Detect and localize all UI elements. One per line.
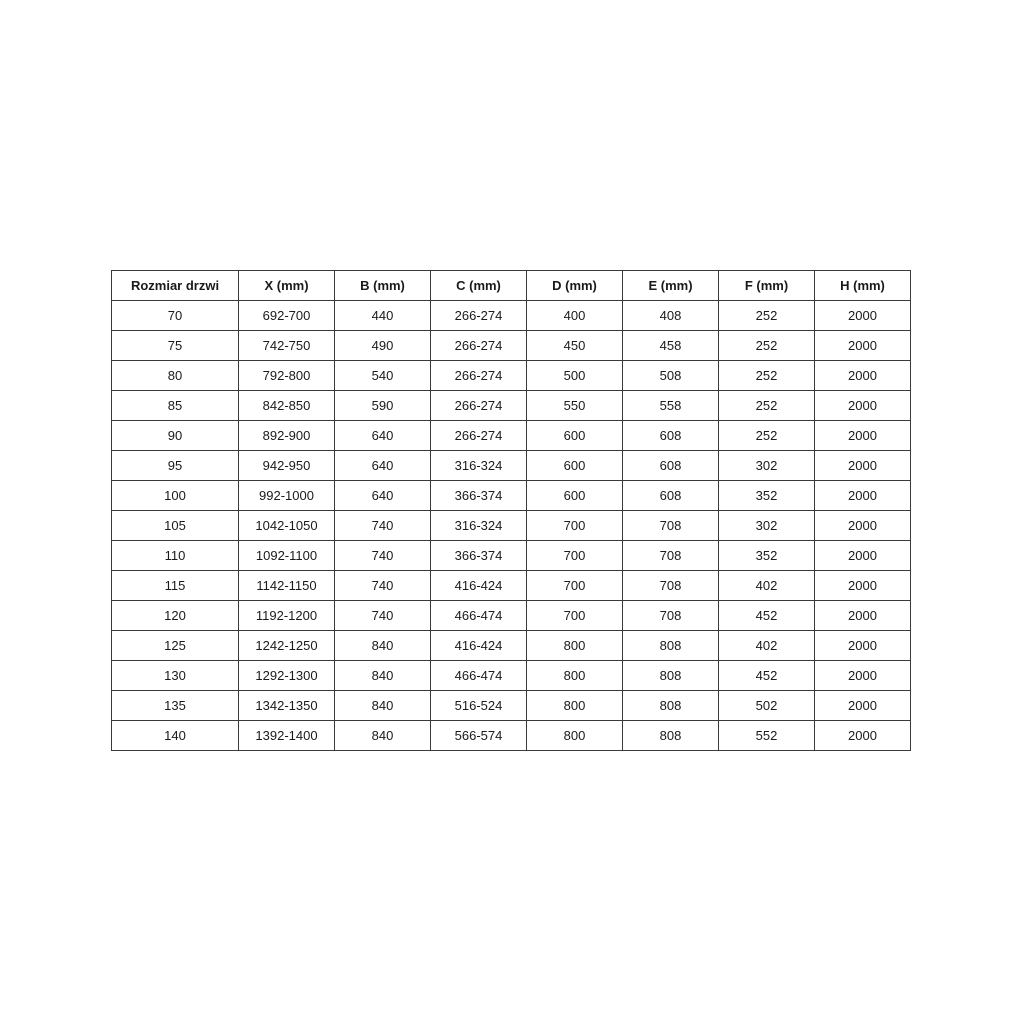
table-cell: 2000 [815, 541, 911, 571]
table-cell: 440 [335, 301, 431, 331]
table-cell: 252 [719, 421, 815, 451]
table-cell: 2000 [815, 631, 911, 661]
table-cell: 700 [527, 601, 623, 631]
column-header-f-mm: F (mm) [719, 271, 815, 301]
table-cell: 2000 [815, 361, 911, 391]
table-cell: 90 [112, 421, 239, 451]
table-cell: 800 [527, 631, 623, 661]
table-cell: 100 [112, 481, 239, 511]
table-cell: 808 [623, 721, 719, 751]
table-cell: 490 [335, 331, 431, 361]
table-cell: 800 [527, 721, 623, 751]
table-cell: 1092-1100 [239, 541, 335, 571]
table-cell: 2000 [815, 451, 911, 481]
column-header-d-mm: D (mm) [527, 271, 623, 301]
table-cell: 640 [335, 451, 431, 481]
table-cell: 550 [527, 391, 623, 421]
table-cell: 2000 [815, 421, 911, 451]
table-row [112, 301, 911, 331]
table-row [112, 691, 911, 721]
table-cell: 740 [335, 571, 431, 601]
table-row [112, 391, 911, 421]
table-cell: 466-474 [431, 601, 527, 631]
table-row [112, 421, 911, 451]
table-cell: 416-424 [431, 631, 527, 661]
table-cell: 800 [527, 661, 623, 691]
table-cell: 600 [527, 481, 623, 511]
table-cell: 1142-1150 [239, 571, 335, 601]
table-cell: 692-700 [239, 301, 335, 331]
table-cell: 85 [112, 391, 239, 421]
table-cell: 1042-1050 [239, 511, 335, 541]
table-cell: 792-800 [239, 361, 335, 391]
table-cell: 75 [112, 331, 239, 361]
table-cell: 640 [335, 421, 431, 451]
table-cell: 502 [719, 691, 815, 721]
table-cell: 135 [112, 691, 239, 721]
table-cell: 942-950 [239, 451, 335, 481]
table-cell: 2000 [815, 601, 911, 631]
table-cell: 266-274 [431, 421, 527, 451]
table-cell: 700 [527, 571, 623, 601]
column-header-b-mm: B (mm) [335, 271, 431, 301]
table-cell: 352 [719, 481, 815, 511]
table-cell: 266-274 [431, 301, 527, 331]
table-cell: 105 [112, 511, 239, 541]
table-cell: 452 [719, 661, 815, 691]
table-cell: 366-374 [431, 481, 527, 511]
table-cell: 2000 [815, 511, 911, 541]
table-cell: 892-900 [239, 421, 335, 451]
table-cell: 516-524 [431, 691, 527, 721]
table-cell: 740 [335, 511, 431, 541]
table-row [112, 361, 911, 391]
table-row [112, 541, 911, 571]
table-cell: 130 [112, 661, 239, 691]
table-cell: 400 [527, 301, 623, 331]
table-cell: 608 [623, 481, 719, 511]
table-cell: 640 [335, 481, 431, 511]
table-cell: 115 [112, 571, 239, 601]
table-cell: 408 [623, 301, 719, 331]
table-row [112, 331, 911, 361]
table-cell: 452 [719, 601, 815, 631]
table-cell: 1292-1300 [239, 661, 335, 691]
table-body [112, 301, 911, 751]
table-cell: 742-750 [239, 331, 335, 361]
table-row [112, 571, 911, 601]
table-cell: 1192-1200 [239, 601, 335, 631]
table-cell: 402 [719, 571, 815, 601]
table-cell: 808 [623, 661, 719, 691]
table-row [112, 511, 911, 541]
table-cell: 458 [623, 331, 719, 361]
table-cell: 708 [623, 541, 719, 571]
table-cell: 840 [335, 631, 431, 661]
table-cell: 1242-1250 [239, 631, 335, 661]
table-cell: 540 [335, 361, 431, 391]
table-cell: 740 [335, 541, 431, 571]
table-row [112, 631, 911, 661]
table-row [112, 481, 911, 511]
table-cell: 2000 [815, 391, 911, 421]
column-header-h-mm: H (mm) [815, 271, 911, 301]
table-cell: 110 [112, 541, 239, 571]
table-cell: 2000 [815, 571, 911, 601]
table-cell: 708 [623, 511, 719, 541]
table-cell: 708 [623, 601, 719, 631]
table-cell: 450 [527, 331, 623, 361]
table-cell: 120 [112, 601, 239, 631]
table-cell: 808 [623, 691, 719, 721]
table-cell: 266-274 [431, 361, 527, 391]
table-cell: 608 [623, 421, 719, 451]
table-cell: 840 [335, 691, 431, 721]
table-cell: 1342-1350 [239, 691, 335, 721]
table-cell: 402 [719, 631, 815, 661]
table-cell: 252 [719, 301, 815, 331]
table-cell: 2000 [815, 661, 911, 691]
table-cell: 266-274 [431, 391, 527, 421]
table-header [112, 271, 911, 301]
table-cell: 708 [623, 571, 719, 601]
table-cell: 352 [719, 541, 815, 571]
table-cell: 2000 [815, 331, 911, 361]
table-cell: 992-1000 [239, 481, 335, 511]
table-cell: 840 [335, 661, 431, 691]
table-cell: 95 [112, 451, 239, 481]
table-cell: 140 [112, 721, 239, 751]
table-cell: 125 [112, 631, 239, 661]
table-cell: 842-850 [239, 391, 335, 421]
table-header-row [112, 271, 911, 301]
table-cell: 1392-1400 [239, 721, 335, 751]
table-cell: 2000 [815, 691, 911, 721]
table-cell: 608 [623, 451, 719, 481]
table-cell: 80 [112, 361, 239, 391]
table-row [112, 661, 911, 691]
table-cell: 700 [527, 541, 623, 571]
table-cell: 500 [527, 361, 623, 391]
table-cell: 316-324 [431, 451, 527, 481]
table-cell: 466-474 [431, 661, 527, 691]
column-header-e-mm: E (mm) [623, 271, 719, 301]
table-cell: 2000 [815, 721, 911, 751]
table-cell: 558 [623, 391, 719, 421]
table-cell: 302 [719, 451, 815, 481]
table-cell: 590 [335, 391, 431, 421]
table-cell: 252 [719, 331, 815, 361]
table-cell: 252 [719, 361, 815, 391]
column-header-x-mm: X (mm) [239, 271, 335, 301]
table-cell: 302 [719, 511, 815, 541]
table-cell: 552 [719, 721, 815, 751]
table-cell: 808 [623, 631, 719, 661]
table-cell: 840 [335, 721, 431, 751]
table-cell: 70 [112, 301, 239, 331]
table-cell: 266-274 [431, 331, 527, 361]
table-cell: 800 [527, 691, 623, 721]
table-cell: 2000 [815, 301, 911, 331]
table-cell: 316-324 [431, 511, 527, 541]
door-size-spec-table [111, 270, 911, 751]
table-cell: 508 [623, 361, 719, 391]
table-cell: 416-424 [431, 571, 527, 601]
table-cell: 700 [527, 511, 623, 541]
table-cell: 740 [335, 601, 431, 631]
table-cell: 252 [719, 391, 815, 421]
table-cell: 2000 [815, 481, 911, 511]
column-header-c-mm: C (mm) [431, 271, 527, 301]
table-row [112, 601, 911, 631]
column-header-rozmiar-drzwi: Rozmiar drzwi [112, 271, 239, 301]
table-cell: 366-374 [431, 541, 527, 571]
table-row [112, 451, 911, 481]
table-cell: 600 [527, 421, 623, 451]
table-cell: 600 [527, 451, 623, 481]
table-cell: 566-574 [431, 721, 527, 751]
table-row [112, 721, 911, 751]
